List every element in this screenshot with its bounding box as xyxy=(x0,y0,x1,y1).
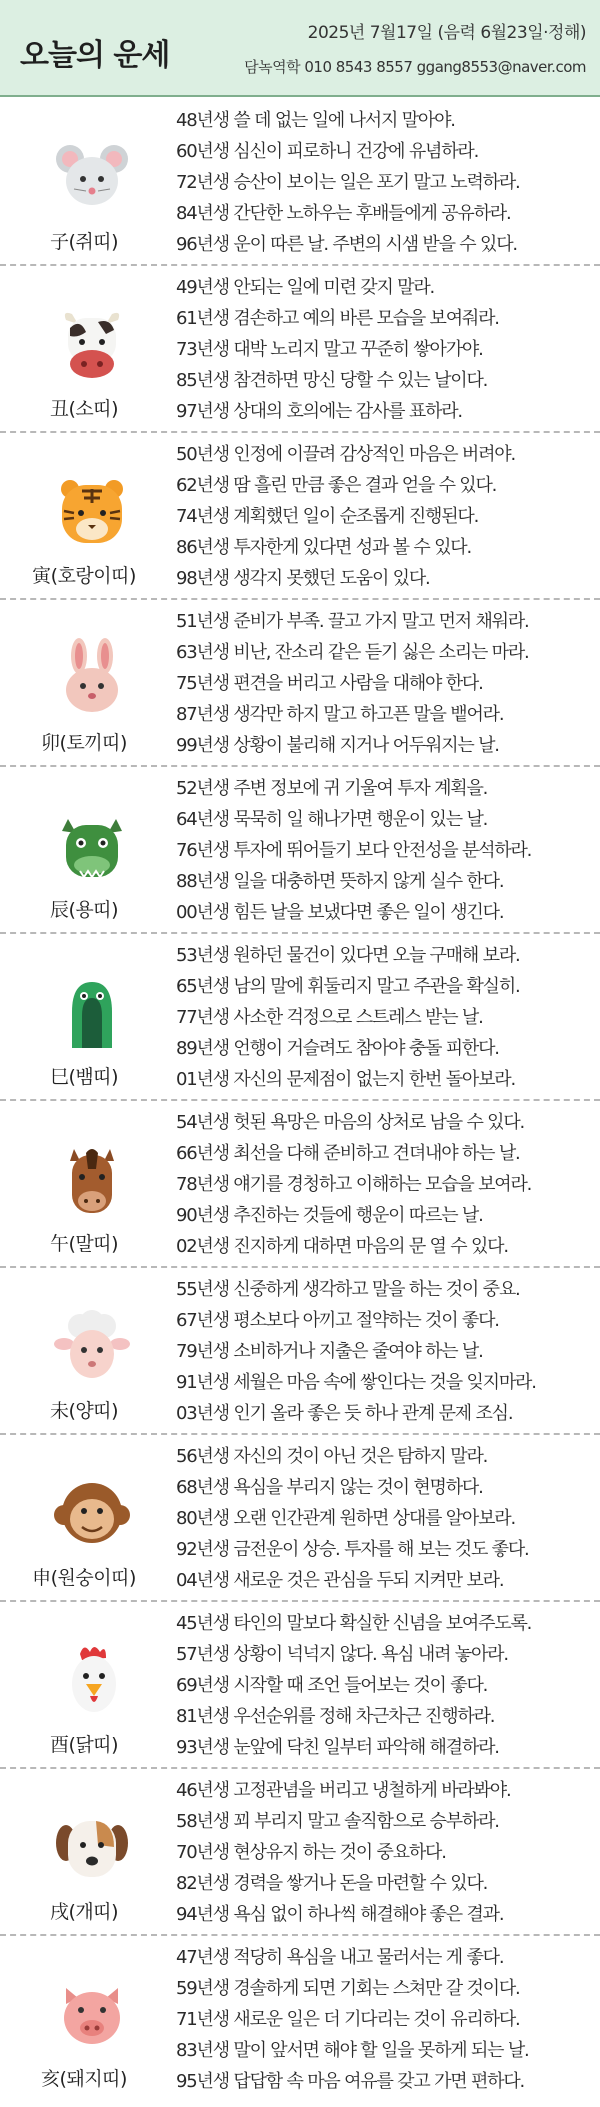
fortune-line: 67년생 평소보다 아끼고 절약하는 것이 좋다. xyxy=(176,1310,499,1331)
zodiac-animal xyxy=(0,99,168,264)
fortune-line: 83년생 말이 앞서면 해야 할 일을 못하게 되는 날. xyxy=(176,2040,529,2061)
fortune-lines xyxy=(176,1942,596,2097)
fortune-line: 85년생 참견하면 망신 당할 수 있는 날이다. xyxy=(176,370,488,391)
fortune-line: 70년생 현상유지 하는 것이 중요하다. xyxy=(176,1842,446,1863)
fortune-line: 55년생 신중하게 생각하고 말을 하는 것이 중요. xyxy=(176,1279,520,1300)
zodiac-row xyxy=(0,99,600,266)
snake-icon xyxy=(52,972,132,1052)
fortune-line: 96년생 운이 따른 날. 주변의 시샘 받을 수 있다. xyxy=(176,234,517,255)
fortune-line: 03년생 인기 올라 좋은 듯 하나 관계 문제 조심. xyxy=(176,1403,513,1424)
zodiac-row xyxy=(0,600,600,767)
fortune-line: 61년생 겸손하고 예의 바른 모습을 보여줘라. xyxy=(176,308,499,329)
zodiac-row xyxy=(0,266,600,433)
fortune-line: 02년생 진지하게 대하면 마음의 문 열 수 있다. xyxy=(176,1236,508,1257)
fortune-line: 64년생 묵묵히 일 해나가면 행운이 있는 날. xyxy=(176,809,488,830)
zodiac-label: 寅(호랑이띠) xyxy=(32,565,136,587)
fortune-line: 81년생 우선순위를 정해 차근차근 진행하라. xyxy=(176,1706,495,1727)
fortune-line: 53년생 원하던 물건이 있다면 오늘 구매해 보라. xyxy=(176,945,520,966)
fortune-line: 98년생 생각지 못했던 도움이 있다. xyxy=(176,568,430,589)
fortune-line: 91년생 세월은 마음 속에 쌓인다는 것을 잊지마라. xyxy=(176,1372,536,1393)
fortune-line: 59년생 경솔하게 되면 기회는 스쳐만 갈 것이다. xyxy=(176,1978,520,1999)
fortune-line: 74년생 계획했던 일이 순조롭게 진행된다. xyxy=(176,506,479,527)
zodiac-animal xyxy=(0,600,168,765)
fortune-lines xyxy=(176,940,596,1095)
fortune-line: 90년생 추진하는 것들에 행운이 따르는 날. xyxy=(176,1205,483,1226)
header xyxy=(0,0,600,97)
dog-icon xyxy=(52,1807,132,1887)
zodiac-row xyxy=(0,1936,600,2103)
fortune-line: 63년생 비난, 잔소리 같은 듣기 싫은 소리는 마라. xyxy=(176,642,529,663)
zodiac-list xyxy=(0,99,600,2103)
fortune-lines xyxy=(176,105,596,260)
fortune-line: 75년생 편견을 버리고 사람을 대해야 한다. xyxy=(176,673,483,694)
tiger-icon xyxy=(52,471,132,551)
fortune-line: 56년생 자신의 것이 아닌 것은 탐하지 말라. xyxy=(176,1446,488,1467)
zodiac-row xyxy=(0,433,600,600)
zodiac-animal xyxy=(0,1435,168,1600)
zodiac-label: 申(원숭이띠) xyxy=(32,1567,136,1589)
fortune-line: 88년생 일을 대충하면 뜻하지 않게 실수 한다. xyxy=(176,871,504,892)
fortune-line: 45년생 타인의 말보다 확실한 신념을 보여주도록. xyxy=(176,1613,532,1634)
fortune-line: 97년생 상대의 호의에는 감사를 표하라. xyxy=(176,401,462,422)
fortune-line: 62년생 땀 흘린 만큼 좋은 결과 얻을 수 있다. xyxy=(176,475,497,496)
fortune-line: 49년생 안되는 일에 미련 갖지 말라. xyxy=(176,277,435,298)
fortune-line: 51년생 준비가 부족. 끌고 가지 말고 먼저 채워라. xyxy=(176,611,529,632)
fortune-line: 95년생 답답함 속 마음 여유를 갖고 가면 편하다. xyxy=(176,2071,525,2092)
fortune-lines xyxy=(176,773,596,928)
dragon-icon xyxy=(52,805,132,885)
fortune-line: 65년생 남의 말에 휘둘리지 말고 주관을 확실히. xyxy=(176,976,520,997)
zodiac-row xyxy=(0,1435,600,1602)
fortune-lines xyxy=(176,1775,596,1930)
zodiac-animal xyxy=(0,934,168,1099)
fortune-line: 66년생 최선을 다해 준비하고 견뎌내야 하는 날. xyxy=(176,1143,520,1164)
fortune-line: 82년생 경력을 쌓거나 돈을 마련할 수 있다. xyxy=(176,1873,488,1894)
fortune-line: 04년생 새로운 것은 관심을 두되 지켜만 보라. xyxy=(176,1570,504,1591)
fortune-line: 92년생 금전운이 상승. 투자를 해 보는 것도 좋다. xyxy=(176,1539,529,1560)
rabbit-icon xyxy=(52,638,132,718)
zodiac-label: 亥(돼지띠) xyxy=(41,2068,127,2090)
fortune-line: 00년생 힘든 날을 보냈다면 좋은 일이 생긴다. xyxy=(176,902,504,923)
fortune-line: 89년생 언행이 거슬려도 참아야 충돌 피한다. xyxy=(176,1038,499,1059)
zodiac-label: 未(양띠) xyxy=(49,1400,119,1422)
fortune-line: 94년생 욕심 없이 하나씩 해결해야 좋은 결과. xyxy=(176,1904,504,1925)
fortune-line: 72년생 승산이 보이는 일은 포기 말고 노력하라. xyxy=(176,172,520,193)
zodiac-label: 子(쥐띠) xyxy=(49,231,119,253)
fortune-line: 01년생 자신의 문제점이 없는지 한번 돌아보라. xyxy=(176,1069,516,1090)
fortune-line: 68년생 욕심을 부리지 않는 것이 현명하다. xyxy=(176,1477,483,1498)
zodiac-row xyxy=(0,767,600,934)
zodiac-animal xyxy=(0,266,168,431)
fortune-line: 69년생 시작할 때 조언 들어보는 것이 좋다. xyxy=(176,1675,488,1696)
rat-icon xyxy=(52,137,132,217)
zodiac-row xyxy=(0,1769,600,1936)
fortune-line: 71년생 새로운 일은 더 기다리는 것이 유리하다. xyxy=(176,2009,520,2030)
fortune-line: 47년생 적당히 욕심을 내고 물러서는 게 좋다. xyxy=(176,1947,504,1968)
contact-text: 담녹역학 010 8543 8557 ggang8553@naver.com xyxy=(244,58,586,76)
fortune-lines xyxy=(176,1107,596,1262)
fortune-line: 79년생 소비하거나 지출은 줄여야 하는 날. xyxy=(176,1341,483,1362)
zodiac-animal xyxy=(0,1936,168,2103)
fortune-line: 99년생 상황이 불리해 지거나 어두워지는 날. xyxy=(176,735,499,756)
fortune-line: 76년생 투자에 뛰어들기 보다 안전성을 분석하라. xyxy=(176,840,532,861)
fortune-line: 46년생 고정관념을 버리고 냉철하게 바라봐야. xyxy=(176,1780,511,1801)
page-title: 오늘의 운세 xyxy=(20,38,170,73)
fortune-lines xyxy=(176,439,596,594)
fortune-line: 60년생 심신이 피로하니 건강에 유념하라. xyxy=(176,141,479,162)
zodiac-animal xyxy=(0,1101,168,1266)
zodiac-row xyxy=(0,1101,600,1268)
fortune-line: 73년생 대박 노리지 말고 꾸준히 쌓아가야. xyxy=(176,339,483,360)
fortune-line: 48년생 쓸 데 없는 일에 나서지 말아야. xyxy=(176,110,455,131)
fortune-line: 50년생 인정에 이끌려 감상적인 마음은 버려야. xyxy=(176,444,516,465)
zodiac-animal xyxy=(0,1602,168,1767)
zodiac-row xyxy=(0,1602,600,1769)
fortune-lines xyxy=(176,272,596,427)
monkey-icon xyxy=(52,1473,132,1553)
zodiac-label: 辰(용띠) xyxy=(49,899,119,921)
zodiac-row xyxy=(0,934,600,1101)
horse-icon xyxy=(52,1139,132,1219)
fortune-line: 58년생 꾀 부리지 말고 솔직함으로 승부하라. xyxy=(176,1811,499,1832)
fortune-line: 78년생 얘기를 경청하고 이해하는 모습을 보여라. xyxy=(176,1174,532,1195)
zodiac-label: 酉(닭띠) xyxy=(49,1734,119,1756)
fortune-line: 57년생 상황이 넉넉지 않다. 욕심 내려 놓아라. xyxy=(176,1644,508,1665)
sheep-icon xyxy=(52,1306,132,1386)
fortune-line: 80년생 오랜 인간관계 원하면 상대를 알아보라. xyxy=(176,1508,516,1529)
zodiac-animal xyxy=(0,1769,168,1934)
fortune-lines xyxy=(176,1274,596,1429)
fortune-lines xyxy=(176,606,596,761)
date-text: 2025년 7월17일 (음력 6월23일·정해) xyxy=(307,23,586,43)
fortune-line: 87년생 생각만 하지 말고 하고픈 말을 뱉어라. xyxy=(176,704,504,725)
ox-icon xyxy=(52,304,132,384)
zodiac-animal xyxy=(0,433,168,598)
fortune-lines xyxy=(176,1441,596,1596)
zodiac-animal xyxy=(0,1268,168,1433)
zodiac-label: 巳(뱀띠) xyxy=(49,1066,119,1088)
zodiac-label: 丑(소띠) xyxy=(49,398,119,420)
zodiac-label: 午(말띠) xyxy=(49,1233,119,1255)
fortune-lines xyxy=(176,1608,596,1763)
fortune-line: 86년생 투자한게 있다면 성과 볼 수 있다. xyxy=(176,537,471,558)
fortune-line: 77년생 사소한 걱정으로 스트레스 받는 날. xyxy=(176,1007,483,1028)
fortune-line: 54년생 헛된 욕망은 마음의 상처로 남을 수 있다. xyxy=(176,1112,525,1133)
zodiac-label: 卯(토끼띠) xyxy=(41,732,127,754)
fortune-line: 93년생 눈앞에 닥친 일부터 파악해 해결하라. xyxy=(176,1737,499,1758)
fortune-line: 52년생 주변 정보에 귀 기울여 투자 계획을. xyxy=(176,778,488,799)
pig-icon xyxy=(52,1974,132,2054)
zodiac-animal xyxy=(0,767,168,932)
zodiac-row xyxy=(0,1268,600,1435)
rooster-icon xyxy=(52,1640,132,1720)
zodiac-label: 戌(개띠) xyxy=(49,1901,119,1923)
fortune-line: 84년생 간단한 노하우는 후배들에게 공유하라. xyxy=(176,203,511,224)
